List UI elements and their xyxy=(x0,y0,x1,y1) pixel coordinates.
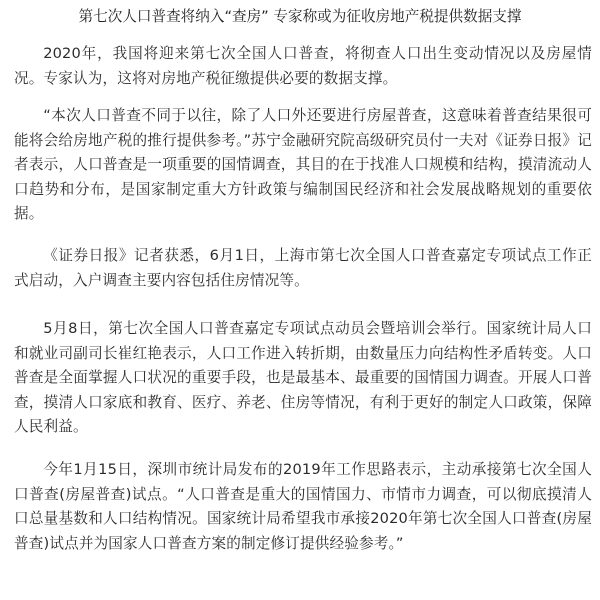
paragraph-training-meeting: 5月8日，第七次全国人口普查嘉定专项试点动员会暨培训会举行。国家统计局人口和就业司副司长崔红艳表示，人口工作进入转折期，由数量压力向结构性矛盾转变。人口普查是全面掌握人口状况的重要手段，也是最基本、最重要的国情国力调查。开展人口普查，摸清人口家底和教育、医疗、养老、住房等情况，有利于更好的制定人口政策，保障人民利益。 xyxy=(14,320,592,435)
article-title: 第七次人口普查将纳入“查房” 专家称或为征收房地产税提供数据支撑 xyxy=(78,8,522,25)
paragraph-census-intro: 2020年，我国将迎来第七次全国人口普查，将彻查人口出生变动情况以及房屋情况。专家认为，这将对房地产税征缴提供必要的数据支撑。 xyxy=(14,45,592,87)
paragraph-expert-quote: “本次人口普查不同于以往，除了人口外还要进行房屋普查，这意味着普查结果很可能将会给房地产税的推行提供参考。”苏宁金融研究院高级研究员付一夫对《证券日报》记者表示，人口普查是一项重要的国情调查，其目的在于找准人口规模和结构，摸清流动人口趋势和分布，是国家制定重大方针政策与编制国民经济和社会发展战略规划的重要依据。 xyxy=(14,107,592,222)
paragraph-shenzhen-plan: 今年1月15日，深圳市统计局发布的2019年工作思路表示，主动承接第七次全国人口普查(房屋普查)试点。“人口普查是重大的国情国力、市情市力调查，可以彻底摸清人口总量基数和人口结构情况。国家统计局希望我市承接2020年第七次全国人口普查(房屋普查)试点并为国家人口普查方案的制定修订提供经验参考。” xyxy=(14,461,592,552)
paragraph-shanghai-pilot: 《证券日报》记者获悉，6月1日，上海市第七次全国人口普查嘉定专项试点工作正式启动，入户调查主要内容包括住房情况等。 xyxy=(14,247,592,289)
